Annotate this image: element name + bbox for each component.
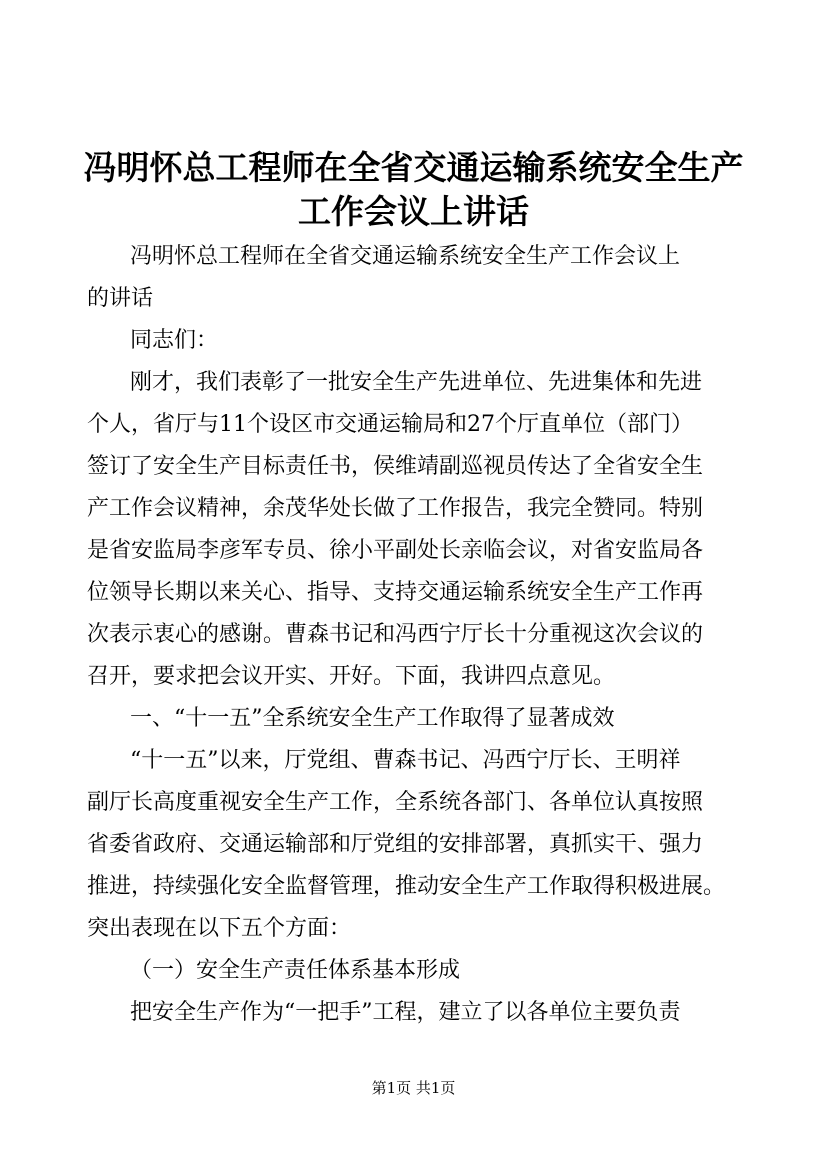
body-line: 冯明怀总工程师在全省交通运输系统安全生产工作会议上 — [130, 244, 681, 269]
body-line: 是省安监局李彦军专员、徐小平副处长亲临会议，对省安监局各 — [87, 538, 704, 563]
body-line: 刚才，我们表彰了一批安全生产先进单位、先进集体和先进 — [130, 370, 703, 395]
body-line: 次表示衷心的感谢。曹森书记和冯西宁厅长十分重视这次会议的 — [87, 622, 704, 647]
salutation: 同志们： — [130, 328, 219, 353]
subsection-heading: （一）安全生产责任体系基本形成 — [130, 958, 461, 983]
body-line: 突出表现在以下五个方面： — [87, 916, 352, 941]
page-footer: 第1页 共1页 — [371, 1079, 456, 1097]
body-line: “十一五”以来，厅党组、曹森书记、冯西宁厅长、王明祥 — [130, 748, 681, 773]
body-line: 召开，要求把会议开实、开好。下面，我讲四点意见。 — [87, 664, 616, 689]
section-heading: 一、“十一五”全系统安全生产工作取得了显著成效 — [130, 706, 615, 731]
body-line: 省委省政府、交通运输部和厅党组的安排部署，真抓实干、强力 — [87, 832, 704, 857]
body-line: 推进，持续强化安全监督管理，推动安全生产工作取得积极进展。 — [87, 874, 726, 899]
document-title-line-1: 冯明怀总工程师在全省交通运输系统安全生产 — [83, 148, 744, 187]
body-line: 签订了安全生产目标责任书，侯维靖副巡视员传达了全省安全生 — [87, 454, 704, 479]
document-title-line-2: 工作会议上讲话 — [298, 192, 529, 231]
body-line: 把安全生产作为“一把手”工程，建立了以各单位主要负责 — [130, 1000, 681, 1025]
body-line: 副厅长高度重视安全生产工作，全系统各部门、各单位认真按照 — [87, 790, 704, 815]
body-line: 个人，省厅与11个设区市交通运输局和27个厅直单位（部门） — [87, 412, 693, 437]
body-line: 产工作会议精神，余茂华处长做了工作报告，我完全赞同。特别 — [87, 496, 704, 521]
body-line: 位领导长期以来关心、指导、支持交通运输系统安全生产工作再 — [87, 580, 704, 605]
body-line: 的讲话 — [87, 286, 154, 311]
